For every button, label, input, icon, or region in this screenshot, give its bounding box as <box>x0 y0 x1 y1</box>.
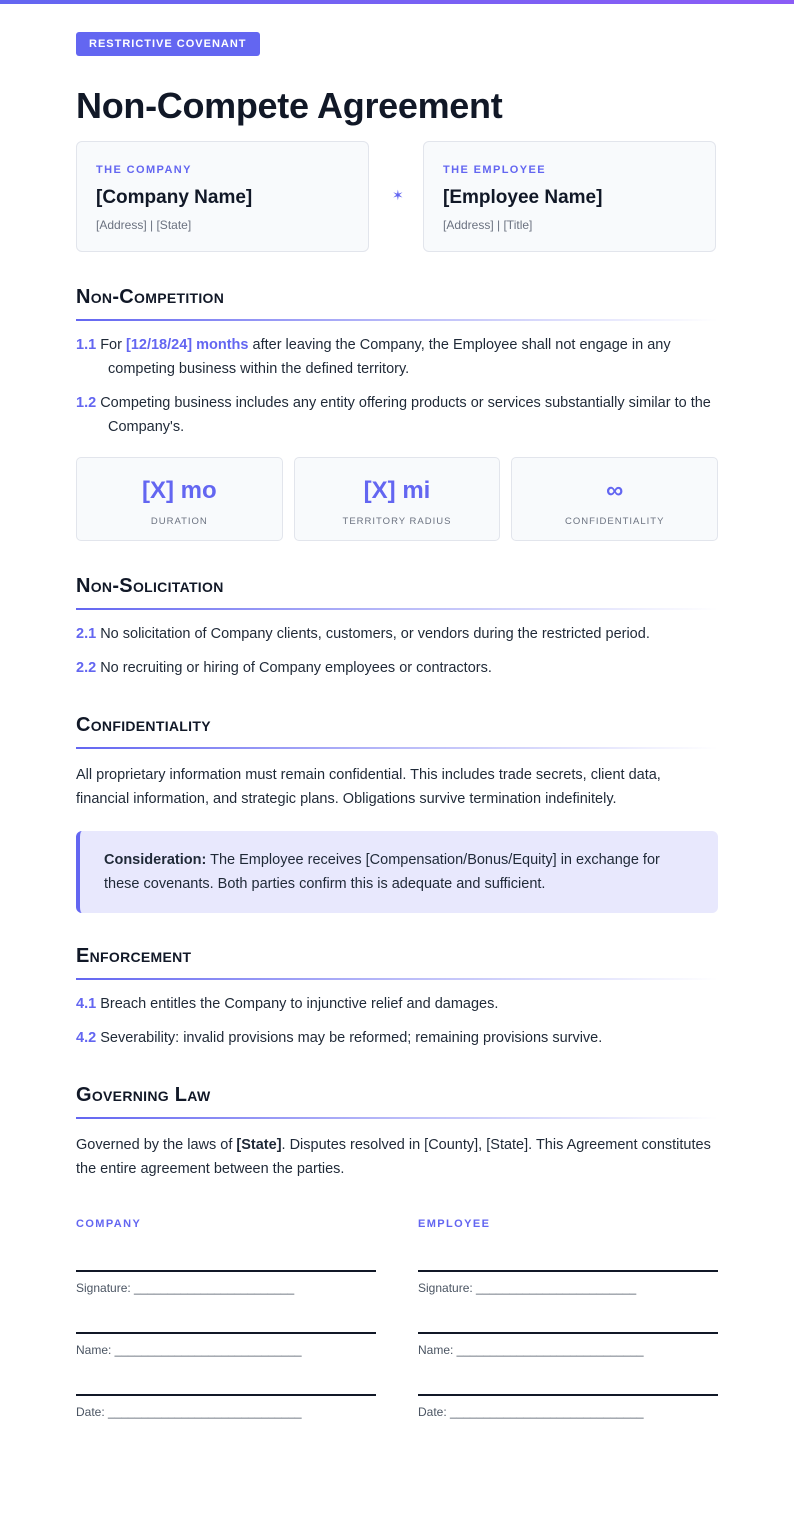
clause-2-2 <box>76 656 718 680</box>
clause-text: after leaving the Company, the Employee shall not engage in any competing business within the defined territory. <box>108 337 671 377</box>
clause-2-1 <box>76 622 718 646</box>
top-accent-bar <box>0 0 794 4</box>
law-text: Governed by the laws of <box>76 1137 233 1153</box>
name-label: Name: ____________________________ <box>418 1343 644 1357</box>
section-non-competition <box>76 286 718 541</box>
employee-label: THE EMPLOYEE <box>443 164 546 176</box>
duration-highlight: [12/18/24] months <box>125 337 249 353</box>
stat-label: DURATION <box>150 516 208 527</box>
employee-signature-heading: EMPLOYEE <box>418 1218 491 1230</box>
date-label: Date: _____________________________ <box>418 1405 644 1419</box>
section-title: Non-Competition <box>76 286 225 308</box>
date-line[interactable] <box>76 1394 376 1396</box>
stat-territory <box>294 457 501 541</box>
clause-number: 4.1 <box>76 996 97 1012</box>
signature-label: Signature: ________________________ <box>418 1281 637 1295</box>
employee-name: [Employee Name] <box>443 187 603 208</box>
clause-text: For <box>100 337 122 353</box>
clause-text: Severability: invalid provisions may be reformed; remaining provisions survive. <box>100 1030 603 1046</box>
law-text: . Disputes resolved in [County], [State]. This Agreement constitutes the entire agreement between the parties. <box>76 1137 711 1177</box>
callout-label: Consideration: <box>104 852 207 868</box>
section-divider <box>76 978 718 980</box>
name-label: Name: ____________________________ <box>76 1343 302 1357</box>
star-icon: ✶ <box>392 187 404 203</box>
section-divider <box>76 608 718 610</box>
clause-number: 2.2 <box>76 660 97 676</box>
key-terms <box>76 457 718 541</box>
signature-label: Signature: ________________________ <box>76 1281 295 1295</box>
name-line[interactable] <box>418 1332 718 1334</box>
governing-law-text <box>76 1133 718 1181</box>
company-label: THE COMPANY <box>96 164 192 176</box>
company-signature <box>76 1218 376 1419</box>
document-tag: RESTRICTIVE COVENANT <box>76 32 260 56</box>
signature-line[interactable] <box>418 1270 718 1272</box>
callout-text: The Employee receives [Compensation/Bonus/Equity] in exchange for these covenants. Both parties confirm this is adequate and sufficient. <box>104 852 660 892</box>
infinity-icon: ∞ <box>606 477 624 504</box>
date-label: Date: _____________________________ <box>76 1405 302 1419</box>
employee-signature <box>418 1218 718 1419</box>
stat-confidentiality <box>511 457 718 541</box>
section-governing-law <box>76 1084 718 1181</box>
clause-4-2 <box>76 1026 718 1050</box>
company-card <box>76 141 369 252</box>
document <box>76 32 718 1419</box>
consideration-callout <box>76 831 718 913</box>
clause-number: 4.2 <box>76 1030 97 1046</box>
clause-number: 1.1 <box>76 337 97 353</box>
stat-duration <box>76 457 283 541</box>
clause-number: 2.1 <box>76 626 97 642</box>
state-placeholder: [State] <box>236 1137 282 1153</box>
name-line[interactable] <box>76 1332 376 1334</box>
company-details: [Address] | [State] <box>96 218 192 232</box>
clause-text: Breach entitles the Company to injunctive relief and damages. <box>100 996 499 1012</box>
section-title: Confidentiality <box>76 714 211 736</box>
stat-label: TERRITORY RADIUS <box>342 516 452 527</box>
document-title: Non-Compete Agreement <box>76 85 503 126</box>
stat-value: [X] mo <box>142 477 217 504</box>
section-title: Non-Solicitation <box>76 575 224 597</box>
confidentiality-text: All proprietary information must remain confidential. This includes trade secrets, client data, financial information, and strategic plans. Obligations survive termination indefinitely. <box>76 767 661 807</box>
section-title: Enforcement <box>76 945 192 967</box>
clause-4-1 <box>76 992 718 1016</box>
parties <box>76 141 718 254</box>
clause-text: Competing business includes any entity offering products or services substantially similar to the Company's. <box>100 395 711 435</box>
employee-card <box>423 141 716 252</box>
clause-text: No solicitation of Company clients, customers, or vendors during the restricted period. <box>100 626 650 642</box>
section-non-solicitation <box>76 575 718 680</box>
section-divider <box>76 1117 718 1119</box>
signature-block <box>76 1218 718 1448</box>
section-divider <box>76 747 718 749</box>
stat-label: CONFIDENTIALITY <box>564 516 665 527</box>
company-name: [Company Name] <box>96 187 253 208</box>
section-title: Governing Law <box>76 1084 211 1106</box>
clause-1-1 <box>76 333 718 381</box>
signature-line[interactable] <box>76 1270 376 1272</box>
section-enforcement <box>76 945 718 1050</box>
stat-value: [X] mi <box>363 477 431 504</box>
employee-details: [Address] | [Title] <box>443 218 533 232</box>
section-divider <box>76 319 718 321</box>
clause-1-2 <box>76 391 718 439</box>
company-signature-heading: COMPANY <box>76 1218 142 1230</box>
clause-text: No recruiting or hiring of Company employees or contractors. <box>100 660 492 676</box>
section-confidentiality <box>76 714 718 913</box>
date-line[interactable] <box>418 1394 718 1396</box>
clause-number: 1.2 <box>76 395 97 411</box>
